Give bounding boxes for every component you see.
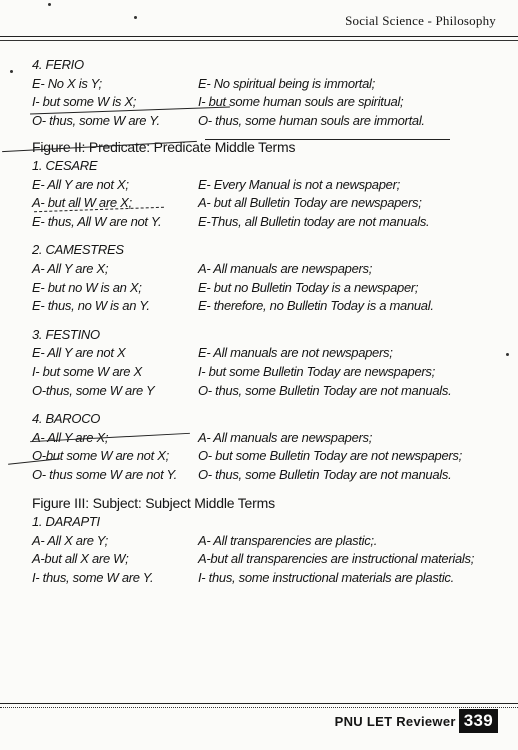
syllogism-title: 2. CAMESTRES [32,242,124,258]
symbolic-conclusion: O- thus some W are not Y. [32,466,177,482]
footer-rule-thin [0,707,518,708]
example-conclusion: I- thus, some instructional materials are plastic. [198,569,454,585]
symbolic-conclusion: E- thus, no W is an Y. [32,298,150,314]
symbolic-premise: O-but some W are not X; [32,448,169,464]
conclusion-row [32,466,502,485]
example-conclusion: O- thus, some Bulletin Today are not manuals. [198,382,452,398]
conclusion-row [32,213,502,232]
symbolic-premise: E- All Y are not X; [32,176,129,192]
symbolic-conclusion: I- thus, some W are Y. [32,569,154,585]
footer-label: PNU LET Reviewer [334,713,456,729]
premise-row [32,363,502,382]
example-premise: E- but no Bulletin Today is a newspaper; [198,279,419,295]
example-premise: O- but some Bulletin Today are not newspapers; [198,448,462,464]
symbolic-premise: E- but no W is an X; [32,279,142,295]
symbolic-premise: E- No X is Y; [32,75,102,91]
example-conclusion: O- thus, some Bulletin Today are not manuals. [198,466,452,482]
syllogism-title: 4. BAROCO [32,411,101,427]
premise-row [32,550,502,569]
page-footer [335,709,498,733]
premise-row [32,194,502,213]
example-premise: A- but all Bulletin Today are newspapers; [198,195,422,211]
syllogism-block-baroco [32,410,502,484]
syllogism-block-camestres [32,241,502,315]
premise-row [32,93,502,112]
syllogism-title: 3. FESTINO [32,326,100,342]
header-rule-thin [0,40,518,41]
pen-underline [205,139,450,140]
symbolic-conclusion: O-thus, some W are Y [32,382,155,398]
symbolic-premise: A- All X are Y; [32,532,108,548]
example-premise: E- No spiritual being is immortal; [198,75,375,91]
premise-row [32,260,502,279]
symbolic-conclusion: E- thus, All W are not Y. [32,213,162,229]
example-premise: A-but all transparencies are instructional materials; [198,551,475,567]
example-premise: A- All manuals are newspapers; [198,429,373,445]
scan-speck [10,70,13,73]
scan-speck [506,353,509,356]
example-premise: A- All transparencies are plastic;. [198,532,378,548]
syllogism-block-festino [32,326,502,400]
premise-row [32,176,502,195]
page-number: 339 [459,709,498,733]
scan-speck [134,16,137,19]
symbolic-premise: I- but some W are X [32,363,142,379]
example-conclusion: E-Thus, all Bulletin today are not manuals. [198,213,430,229]
example-premise: A- All manuals are newspapers; [198,260,373,276]
conclusion-row [32,569,502,588]
footer-rule [0,703,518,704]
syllogism-title: 1. DARAPTI [32,514,100,530]
example-premise: E- Every Manual is not a newspaper; [198,176,400,192]
symbolic-premise: I- but some W is X; [32,94,137,110]
example-conclusion: O- thus, some human souls are immortal. [198,112,425,128]
scan-speck [48,3,51,6]
syllogism-block-ferio [32,56,502,130]
conclusion-row [32,382,502,401]
symbolic-premise: A-but all X are W; [32,551,129,567]
premise-row [32,75,502,94]
symbolic-premise: A- but all W are X; [32,195,132,211]
figure-heading: Figure II: Predicate: Predicate Middle Terms [32,139,296,156]
conclusion-row [32,112,502,131]
premise-row [32,532,502,551]
premise-row [32,447,502,466]
syllogism-title: 4. FERIO [32,57,84,72]
syllogism-block-darapti [32,494,502,587]
page-content [32,56,502,597]
symbolic-premise: E- All Y are not X [32,345,126,361]
symbolic-premise: A- All Y are X; [32,429,109,445]
syllogism-block-cesare [32,138,502,231]
page-header: Social Science - Philosophy [345,13,496,28]
figure-heading: Figure III: Subject: Subject Middle Terms [32,495,275,512]
symbolic-premise: A- All Y are X; [32,260,109,276]
syllogism-title: 1. CESARE [32,157,98,173]
header-rule [0,36,518,37]
conclusion-row [32,297,502,316]
premise-row [32,344,502,363]
premise-row [32,279,502,298]
example-premise: I- but some human souls are spiritual; [198,94,404,110]
example-conclusion: E- therefore, no Bulletin Today is a manual. [198,298,434,314]
example-premise: E- All manuals are not newspapers; [198,345,393,361]
example-premise: I- but some Bulletin Today are newspapers; [198,363,435,379]
symbolic-conclusion: O- thus, some W are Y. [32,112,160,128]
